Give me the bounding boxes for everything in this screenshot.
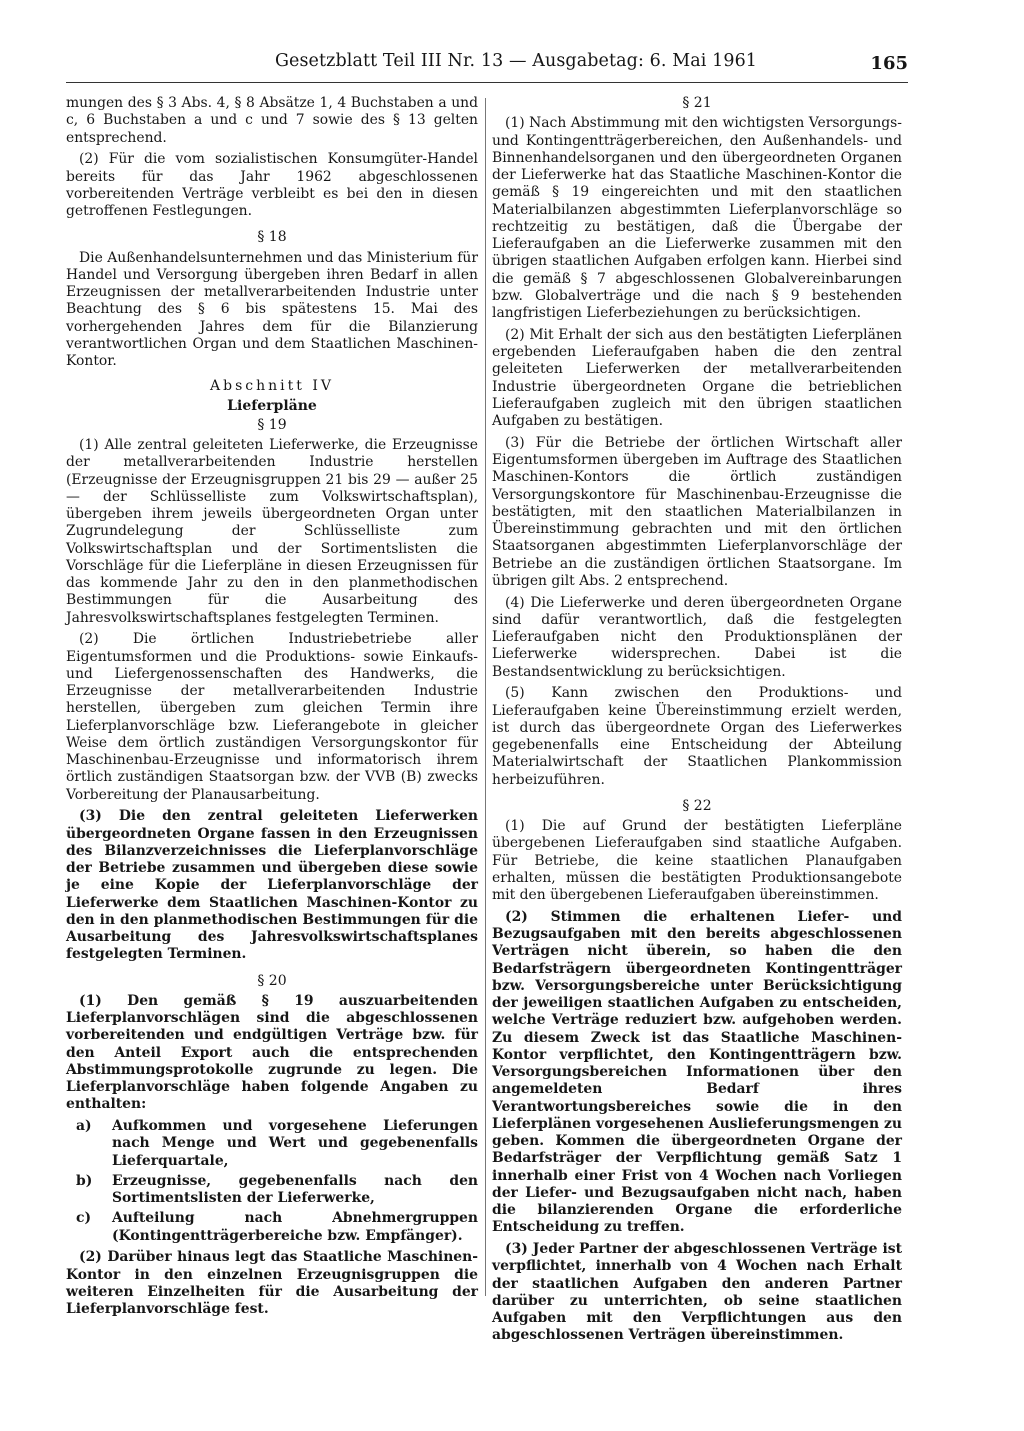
section-20-heading: § 20: [257, 972, 287, 989]
right-column: [492, 95, 902, 1349]
list-item-text: Aufteilung nach Abnehmergruppen (Kontingentträgerbereiche bzw. Empfänger).: [112, 1210, 478, 1244]
list-item-text: Aufkommen und vorgesehene Lieferungen nach Menge und Wert und gegebenenfalls Lieferquartale,: [112, 1118, 478, 1169]
paragraph-21-1: (1) Nach Abstimmung mit den wichtigsten Versorgungs- und Kontingentträgerbereichen, den Außenhandels- und Binnenhandelsorganen und den übergeordneten Organen der Lieferwerke hat das Staatliche Maschinen-Kontor die gemäß § 19 eingereichten und mit den staatlichen Materialbilanzen abgestimmten Lieferplanvorschläge so rechtzeitig zu bestätigen, daß die Übergabe der Lieferaufgaben an die Lieferwerke zusammen mit den übrigen staatlichen Aufgaben erfolgen kann. Hierbei sind die gemäß § 7 abgeschlossenen Globalvereinbarungen bzw. Globalverträge und die nach § 9 bestehenden langfristigen Lieferbeziehungen zu berücksichtigen.: [492, 115, 902, 321]
section-18-heading: § 18: [257, 229, 287, 246]
paragraph-17-2: (2) Für die vom sozialistischen Konsumgüter-Handel bereits für das Jahr 1962 abgeschlossenen vorbereitenden Verträge verbleibt es bei den in diesen getroffenen Festlegungen.: [66, 151, 478, 219]
paragraph-21-3: (3) Für die Betriebe der örtlichen Wirtschaft aller Eigentumsformen übergeben im Auftrage des Staatlichen Maschinen-Kontors die örtlich zuständigen Versorgungskontore für Maschinenbau-Erzeugnisse die bestätigten, mit den staatlichen Materialbilanzen in Übereinstimmung gebrachten und mit den örtlichen Staatsorganen abgestimmten Lieferplanvorschläge der Betriebe an die zuständigen örtlichen Staatsorgane. Im übrigen gilt Abs. 2 entsprechend.: [492, 434, 902, 589]
paragraph-21-4: (4) Die Lieferwerke und deren übergeordneten Organe sind dafür verantwortlich, daß die festgelegten Lieferaufgaben nicht den Produktionsplänen der Lieferwerke widersprechen. Dabei ist die Bestandsentwicklung zu berücksichtigen.: [492, 594, 902, 680]
paragraph-22-2: (2) Stimmen die erhaltenen Liefer- und Bezugsaufgaben mit den bereits abgeschlossenen Verträgen nicht überein, so haben die den Bedarfsträgern übergeordneten Kontingentträger bzw. Versorgungsbereiche unter Berücksichtigung der jeweiligen staatlichen Aufgaben zu entscheiden, welche Verträge reduziert bzw. aufgehoben werden. Zu diesem Zweck ist das Staatliche Maschinen-Kontor verpflichtet, den Kontingentträgern bzw. Versorgungsbereichen Informationen über den angemeldeten Bedarf ihres Verantwortungsbereiches sowie die in den Lieferplänen vorgesehenen Auslieferungsmengen zu geben. Kommen die übergeordneten Organe der Bedarfsträger der Verpflichtung gemäß Satz 1 innerhalb einer Frist von 4 Wochen nach Vorliegen der Liefer- und Bezugsaufgaben nicht nach, haben die bilanzierenden Organe die erforderliche Entscheidung zu treffen.: [492, 908, 902, 1236]
list-item-label: b): [76, 1172, 93, 1189]
list-item-label: c): [76, 1210, 92, 1227]
abschnitt-title: Lieferpläne: [227, 397, 317, 414]
page-header: [66, 46, 908, 86]
column-divider: [485, 98, 486, 1296]
list-item-label: a): [76, 1118, 92, 1134]
page-number: 165: [870, 53, 908, 74]
paragraph-22-1: (1) Die auf Grund der bestätigten Lieferpläne übergebenen Lieferaufgaben sind staatliche Aufgaben. Für Betriebe, die keine staatlichen Planaufgaben erhalten, müssen die bestätigten Produktionsangebote mit den übergebenen Lieferaufgaben übereinstimmen.: [492, 818, 902, 903]
list-item: [66, 1173, 478, 1208]
header-rule: [66, 82, 908, 83]
paragraph-20-1: (1) Den gemäß § 19 auszuarbeitenden Lieferplanvorschlägen sind die abgeschlossenen vorbereitenden und endgültigen Verträge bzw. für den Anteil Export auch die entsprechenden Abstimmungsprotokolle zugrunde zu legen. Die Lieferplanvorschläge haben folgende Angaben zu enthalten:: [66, 992, 478, 1113]
paragraph-21-2: (2) Mit Erhalt der sich aus den bestätigten Lieferplänen ergebenden Lieferaufgaben haben die den zentral geleiteten Lieferwerken der metallverarbeitenden Industrie übergeordneten Organe die betrieblichen Lieferaufgaben zugleich mit den übrigen staatlichen Aufgaben zu bestätigen.: [492, 326, 902, 429]
paragraph-20-2: (2) Darüber hinaus legt das Staatliche Maschinen-Kontor in den einzelnen Erzeugnisgruppen die weiteren Einzelheiten für die Ausarbeitung der Lieferplanvorschläge fest.: [66, 1249, 478, 1317]
paragraph-19-3: (3) Die den zentral geleiteten Lieferwerken übergeordneten Organe fassen in den Erzeugnissen des Bilanzverzeichnisses die Lieferplanvorschläge der Betriebe zusammen und übergeben diese sowie je eine Kopie der Lieferplanvorschläge der Lieferwerke dem Staatlichen Maschinen-Kontor zu den in den planmethodischen Bestimmungen für die Ausarbeitung des Jahresvolkswirtschaftsplanes festgelegten Terminen.: [66, 808, 478, 963]
section-19-heading: § 19: [257, 416, 287, 433]
paragraph-22-3: (3) Jeder Partner der abgeschlossenen Verträge ist verpflichtet, innerhalb von 4 Wochen nach Erhalt der staatlichen Aufgaben den anderen Partner darüber zu unterrichten, ob seine staatlichen Aufgaben mit den Verpflichtungen aus den abgeschlossenen Verträgen übereinstimmen.: [492, 1241, 902, 1344]
paragraph-21-5: (5) Kann zwischen den Produktions- und Lieferaufgaben keine Übereinstimmung erzielt werden, ist durch das übergeordnete Organ des Lieferwerkes gegebenenfalls eine Entscheidung der Abteilung Materialwirtschaft der Staatlichen Plankommission herbeizuführen.: [492, 685, 902, 788]
section-21-heading: § 21: [682, 95, 712, 111]
paragraph-17-1-continuation: mungen des § 3 Abs. 4, § 8 Absätze 1, 4 Buchstaben a und c, 6 Buchstaben a und c und 7 sowie des § 13 gelten entsprechend.: [66, 95, 478, 146]
section-22-heading: § 22: [682, 797, 712, 814]
paragraph-18: Die Außenhandelsunternehmen und das Ministerium für Handel und Versorgung übergeben ihren Bedarf in allen Erzeugnissen der metallverarbeitenden Industrie unter Beachtung des § 6 bis spätestens 15. Mai des vorhergehenden Jahres dem für die Bilanzierung verantwortlichen Organ und dem Staatlichen Maschinen-Kontor.: [66, 249, 478, 369]
left-column: [66, 95, 478, 1323]
header-title: Gesetzblatt Teil III Nr. 13 — Ausgabetag: 6. Mai 1961: [274, 51, 758, 71]
abschnitt-heading: Abschnitt IV: [210, 378, 334, 395]
list-item: [66, 1118, 478, 1170]
paragraph-19-2: (2) Die örtlichen Industriebetriebe aller Eigentumsformen und die Produktions- sowie Einkaufs- und Liefergenossenschaften des Handwerks, die Erzeugnisse der metallverarbeitenden Industrie herstellen, übergeben zum gleichen Termin ihre Lieferplanvorschläge bzw. Lieferangebote in gleicher Weise dem örtlich zuständigen Versorgungskontor für Maschinenbau-Erzeugnisse und informatorisch ihrem örtlich zuständigen Staatsorgan bzw. der VVB (B) zwecks Vorbereitung der Planausarbeitung.: [66, 631, 478, 803]
list-item-text: Erzeugnisse, gegebenenfalls nach den Sortimentslisten der Lieferwerke,: [112, 1172, 478, 1206]
list-item: [66, 1210, 478, 1245]
paragraph-19-1: (1) Alle zentral geleiteten Lieferwerke, die Erzeugnisse der metallverarbeitenden Industrie herstellen (Erzeugnisse der Erzeugnisgruppen 21 bis 29 — außer 25 — der Schlüsselliste zum Volkswirtschaftsplan), übergeben ihrem jeweils übergeordneten Organ unter Zugrundelegung der Schlüsselliste zum Volkswirtschaftsplan und der Sortimentslisten die Vorschläge für die Lieferpläne in diesen Erzeugnissen für das kommende Jahr zu den in den planmethodischen Bestimmungen für die Ausarbeitung des Jahresvolkswirtschaftsplanes festgelegten Terminen.: [66, 437, 478, 626]
section-20-list: [66, 1118, 478, 1245]
